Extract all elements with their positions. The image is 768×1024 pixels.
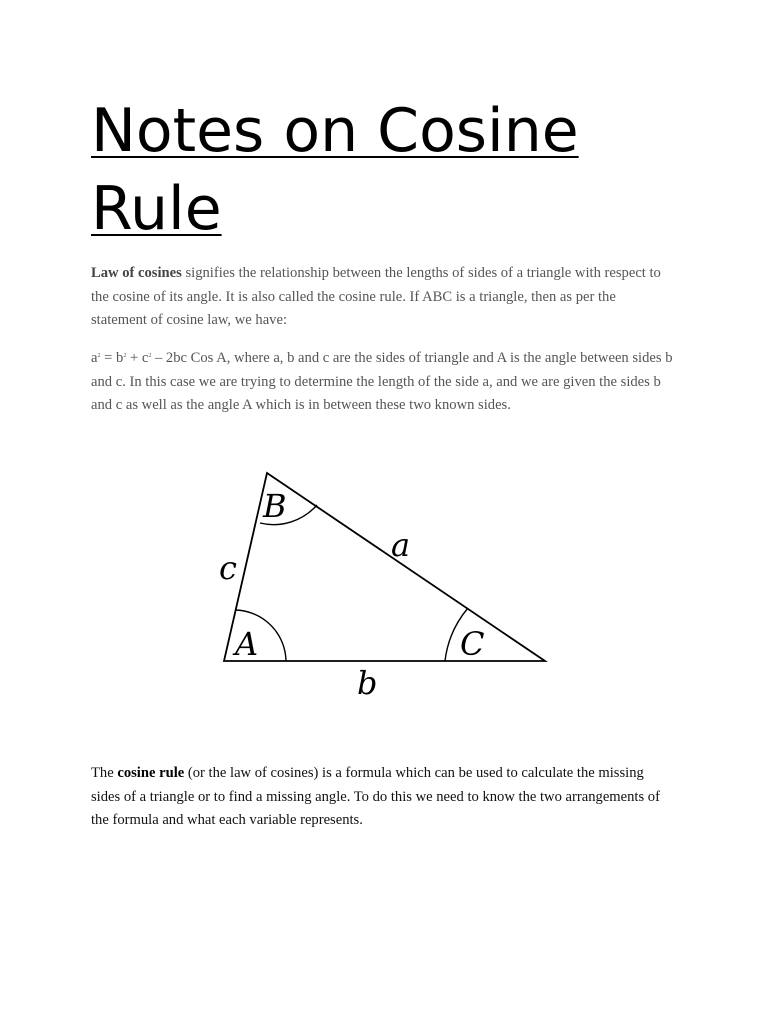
cosine-rule-term: cosine rule — [117, 765, 185, 781]
vertex-label-c: C — [460, 625, 485, 663]
law-of-cosines-text: signifies the relationship between the lengths of sides of a triangle with respect to the cosine of its angle. It is also called the cosine rule. If ABC is a triangle, then as per the statement of cosine law, we have: — [91, 265, 661, 328]
formula-paragraph — [91, 347, 673, 418]
formula-exponent-c: 2 — [148, 353, 152, 359]
page-title: Notes on Cosine Rule — [91, 96, 579, 244]
cosine-rule-paragraph — [91, 762, 673, 833]
formula-a: a — [91, 350, 98, 366]
side-label-a: a — [391, 526, 411, 564]
cosine-rule-text: (or the law of cosines) is a formula which can be used to calculate the missing sides of a triangle or to find a missing angle. To do this we need to know the two arrangements of the formula and what each variable represents. — [91, 765, 660, 828]
formula-exponent-b: 2 — [123, 353, 127, 359]
vertex-label-b: B — [263, 487, 287, 525]
side-label-c: c — [219, 549, 237, 587]
formula-exponent-a: 2 — [97, 353, 101, 359]
triangle-diagram — [205, 455, 565, 705]
formula-part-b: = b — [100, 350, 124, 366]
side-label-b: b — [357, 664, 378, 702]
formula-explanation: – 2bc Cos A, where a, b and c are the sides of triangle and A is the angle between sides b and c. In this case we are trying to determine the length of the side a, and we are given the sides b and c as well as the angle A which is in between these two known sides. — [91, 350, 673, 413]
triangle-svg — [205, 455, 565, 705]
cosine-rule-lead: The — [91, 765, 118, 781]
law-of-cosines-term: Law of cosines — [91, 265, 182, 281]
formula-part-c: + c — [126, 350, 149, 366]
law-of-cosines-paragraph — [91, 262, 673, 333]
vertex-label-a: A — [235, 625, 259, 663]
